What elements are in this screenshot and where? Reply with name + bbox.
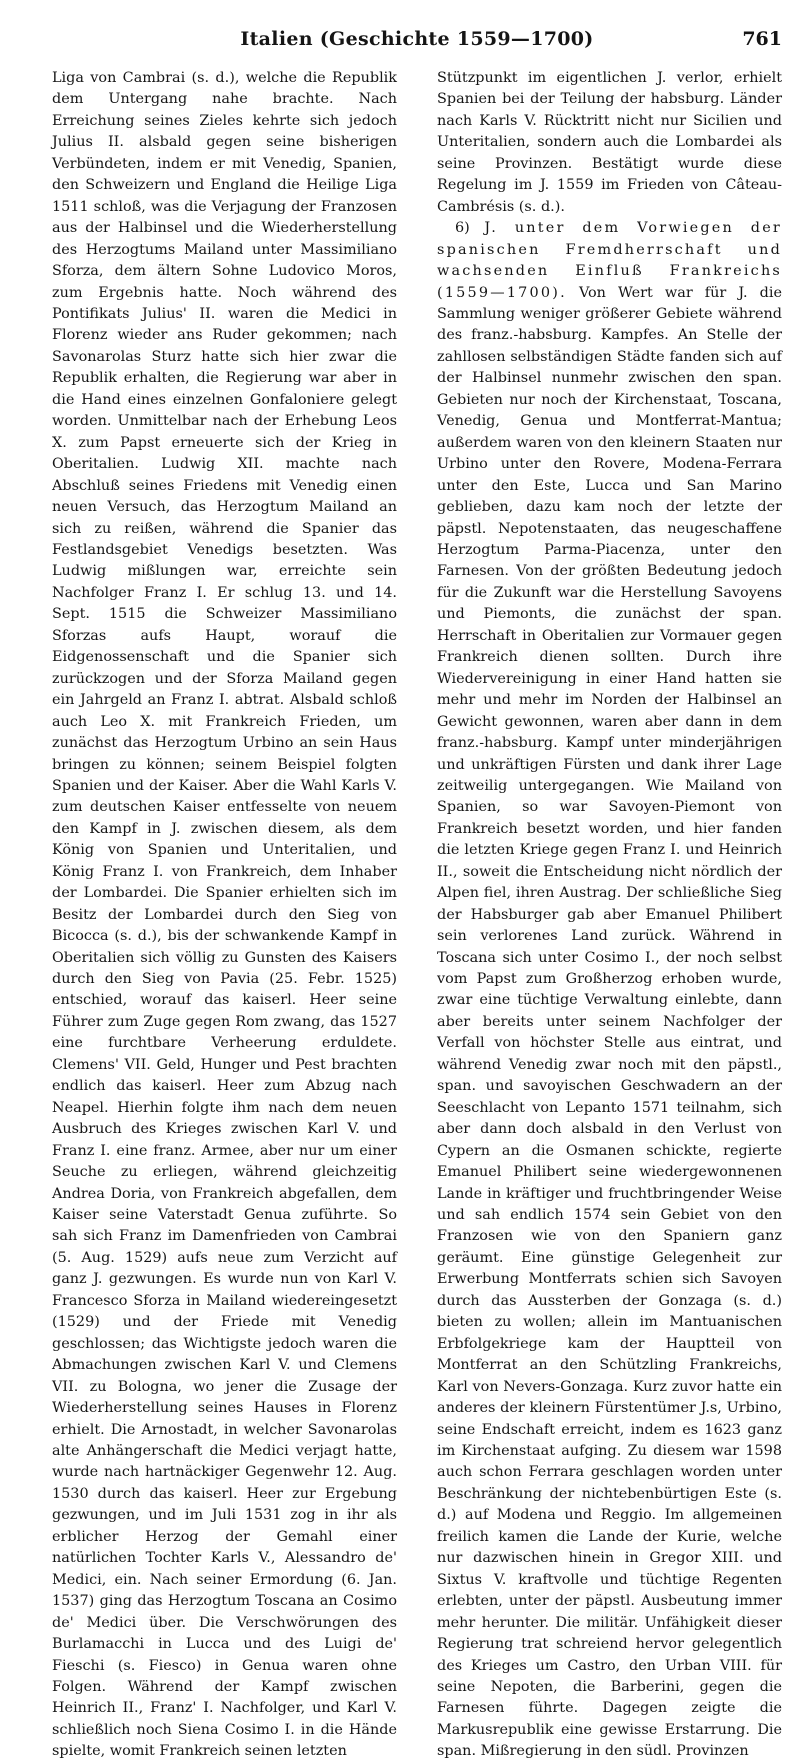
text-column-right: [437, 68, 782, 1763]
section-number: 6): [455, 220, 470, 237]
section-body: Von Wert war für J. die Sammlung weniger größerer Gebiete während des franz.-habsburg. Kampfes. An Stelle der zahllosen selbständigen Städte fanden sich auf der Halbinsel nunmehr zwischen den span. Gebieten nur noch der Kirchenstaat, Toscana, Venedig, Genua und Montferrat-Mantua; außerdem waren von den kleinern Staaten nur Urbino unter den Rovere, Modena-Ferrara unter den Este, Lucca und San Marino geblieben, dazu kam noch der letzte der päpstl. Nepotenstaaten, das neugeschaffene Herzogtum Parma-Piacenza, unter den Farnesen. Von der größten Bedeutung jedoch für die Zukunft war die Herstellung Savoyens und Piemonts, die zunächst der span. Herrschaft in Oberitalien zur Vormauer gegen Frankreich dienen sollten. Durch ihre Wiedervereinigung in einer Hand hatten sie mehr und mehr im Norden der Halbinsel an Gewicht gewonnen, waren aber dann in dem franz.-habsburg. Kampf unter minderjährigen und unkräftigen Fürsten und dank ihrer Lage zeitweilig untergegangen. Wie Mailand von Spanien, so war Savoyen-Piemont von Frankreich besetzt worden, und hier fanden die letzten Kriege gegen Franz I. und Heinrich II., soweit die Entscheidung nicht nördlich der Alpen fiel, ihren Austrag. Der schließliche Sieg der Habsburger gab aber Emanuel Philibert sein verlorenes Land zurück. Während in Toscana sich unter Cosimo I., der noch selbst vom Papst zum Großherzog erhoben wurde, zwar eine tüchtige Verwaltung einlebte, dann aber bereits unter seinem Nachfolger der Verfall von höchster Stelle aus eintrat, und während Venedig zwar noch mit den päpstl., span. und savoyischen Geschwadern an der Seeschlacht von Lepanto 1571 teilnahm, sich aber dann doch alsbald in den Verlust von Cypern an die Osmanen schickte, regierte Emanuel Philibert seine wiedergewonnenen Lande in kräftiger und fruchtbringender Weise und sah endlich 1574 sein Gebiet von den Franzosen wie von den Spaniern ganz geräumt. Eine günstige Gelegenheit zur Erwerbung Montferrats schien sich Savoyen durch das Aussterben der Gonzaga (s. d.) bieten zu wollen; allein im Mantuanischen Erbfolgekriege kam der Hauptteil von Montferrat an den Schützling Frankreichs, Karl von Nevers-Gonzaga. Kurz zuvor hatte ein anderes der kleinern Fürstentümer J.s, Urbino, seine Endschaft erreicht, indem es 1623 ganz im Kirchenstaat aufging. Zu diesem war 1598 auch schon Ferrara geschlagen worden unter Beschränkung der nichtebenbürtigen Este (s. d.) auf Modena und Reggio. Im allgemeinen freilich kamen die Lande der Kurie, welche nur dazwischen hinein in Gregor XIII. und Sixtus V. kraftvolle und tüchtige Regenten erlebten, unter der päpstl. Ausbeutung immer mehr herunter. Die militär. Unfähigkeit dieser Regierung trat schreiend hervor gelegentlich des Krieges um Castro, den Urban VIII. für seine Nepoten, die Barberini, gegen die Farnesen führte. Dagegen zeigte die Markusrepublik eine gewisse Erstarrung. Die span. Mißregierung in den südl. Provinzen: [437, 284, 782, 1760]
paragraph-continuation: Stützpunkt im eigentlichen J. verlor, erhielt Spanien bei der Teilung der habsburg. Länder nach Karls V. Rücktritt nicht nur Sicilien und Unteritalien, sondern auch die Lombardei als seine Provinzen. Bestätigt wurde diese Regelung im J. 1559 im Frieden von Câteau-Cambrésis (s. d.).: [437, 70, 782, 215]
running-title: Italien (Geschichte 1559—1700): [240, 28, 594, 50]
page-header: [52, 28, 782, 64]
paragraph: Liga von Cambrai (s. d.), welche die Republik dem Untergang nahe brachte. Nach Erreichung seines Zieles kehrte sich jedoch Julius II. alsbald gegen seine bisherigen Verbündeten, indem er mit Venedig, Spanien, den Schweizern und England die Heilige Liga 1511 schloß, was die Verjagung der Franzosen aus der Halbinsel und die Wiederherstellung des Herzogtums Mailand unter Massimiliano Sforza, dem ältern Sohne Ludovico Moros, zum Ergebnis hatte. Noch während des Pontifikats Julius' II. waren die Medici in Florenz wieder ans Ruder gekommen; nach Savonarolas Sturz hatte sich hier zwar die Republik erhalten, die Regierung war aber in die Hand eines einzelnen Gonfaloniere gelegt worden. Unmittelbar nach der Erhebung Leos X. zum Papst erneuerte sich der Krieg in Oberitalien. Ludwig XII. machte nach Abschluß seines Friedens mit Venedig einen neuen Versuch, das Herzogtum Mailand an sich zu reißen, während die Spanier das Festlandsgebiet Venedigs besetzten. Was Ludwig mißlungen war, erreichte sein Nachfolger Franz I. Er schlug 13. und 14. Sept. 1515 die Schweizer Massimiliano Sforzas aufs Haupt, worauf die Eidgenossenschaft und die Spanier sich zurückzogen und der Sforza Mailand gegen ein Jahrgeld an Franz I. abtrat. Alsbald schloß auch Leo X. mit Frankreich Frieden, um zunächst das Herzogtum Urbino an sein Haus bringen zu können; seinem Beispiel folgten Spanien und der Kaiser. Aber die Wahl Karls V. zum deutschen Kaiser entfesselte von neuem den Kampf in J. zwischen diesem, als dem König von Spanien und Unteritalien, und König Franz I. von Frankreich, dem Inhaber der Lombardei. Die Spanier erhielten sich im Besitz der Lombardei durch den Sieg von Bicocca (s. d.), bis der schwankende Kampf in Oberitalien sich völlig zu Gunsten des Kaisers durch den Sieg von Pavia (25. Febr. 1525) entschied, worauf das kaiserl. Heer seine Führer zum Zuge gegen Rom zwang, das 1527 eine furchtbare Verheerung erduldete. Clemens' VII. Geld, Hunger und Pest brachten endlich das kaiserl. Heer zum Abzug nach Neapel. Hierhin folgte ihm nach dem neuen Ausbruch des Krieges zwischen Karl V. und Franz I. eine franz. Armee, aber nur um einer Seuche zu erliegen, während gleichzeitig Andrea Doria, von Frankreich abgefallen, dem Kaiser seine Vaterstadt Genua zuführte. So sah sich Franz im Damenfrieden von Cambrai (5. Aug. 1529) aufs neue zum Verzicht auf ganz J. gezwungen. Es wurde nun von Karl V. Francesco Sforza in Mailand wiedereingesetzt (1529) und der Friede mit Venedig geschlossen; das Wichtigste jedoch waren die Abmachungen zwischen Karl V. und Clemens VII. zu Bologna, wo jener die Zusage der Wiederherstellung seines Hauses in Florenz erhielt. Die Arnostadt, in welcher Savonarolas alte Anhängerschaft die Medici verjagt hatte, wurde nach hartnäckiger Gegenwehr 12. Aug. 1530 durch das kaiserl. Heer zur Ergebung gezwungen, und im Juli 1531 zog in ihr als erblicher Herzog der Gemahl einer natürlichen Tochter Karls V., Alessandro de' Medici, ein. Nach seiner Ermordung (6. Jan. 1537) ging das Herzogtum Toscana an Cosimo de' Medici über. Die Verschwörungen des Burlamacchi in Lucca und des Luigi de' Fieschi (s. Fiesco) in Genua waren ohne Folgen. Während der Kampf zwischen Heinrich II., Franz' I. Nachfolger, und Karl V. schließlich noch Siena Cosimo I. in die Hände spielte, womit Frankreich seinen letzten: [52, 70, 397, 1760]
page-number: 761: [742, 28, 782, 50]
section-paragraph: [437, 218, 782, 1763]
section-heading: J. unter dem Vorwiegen der spanischen Fremdherrschaft und wachsenden Einfluß Frankreichs (1559—1700).: [437, 220, 782, 301]
text-column-left: [52, 68, 397, 1763]
